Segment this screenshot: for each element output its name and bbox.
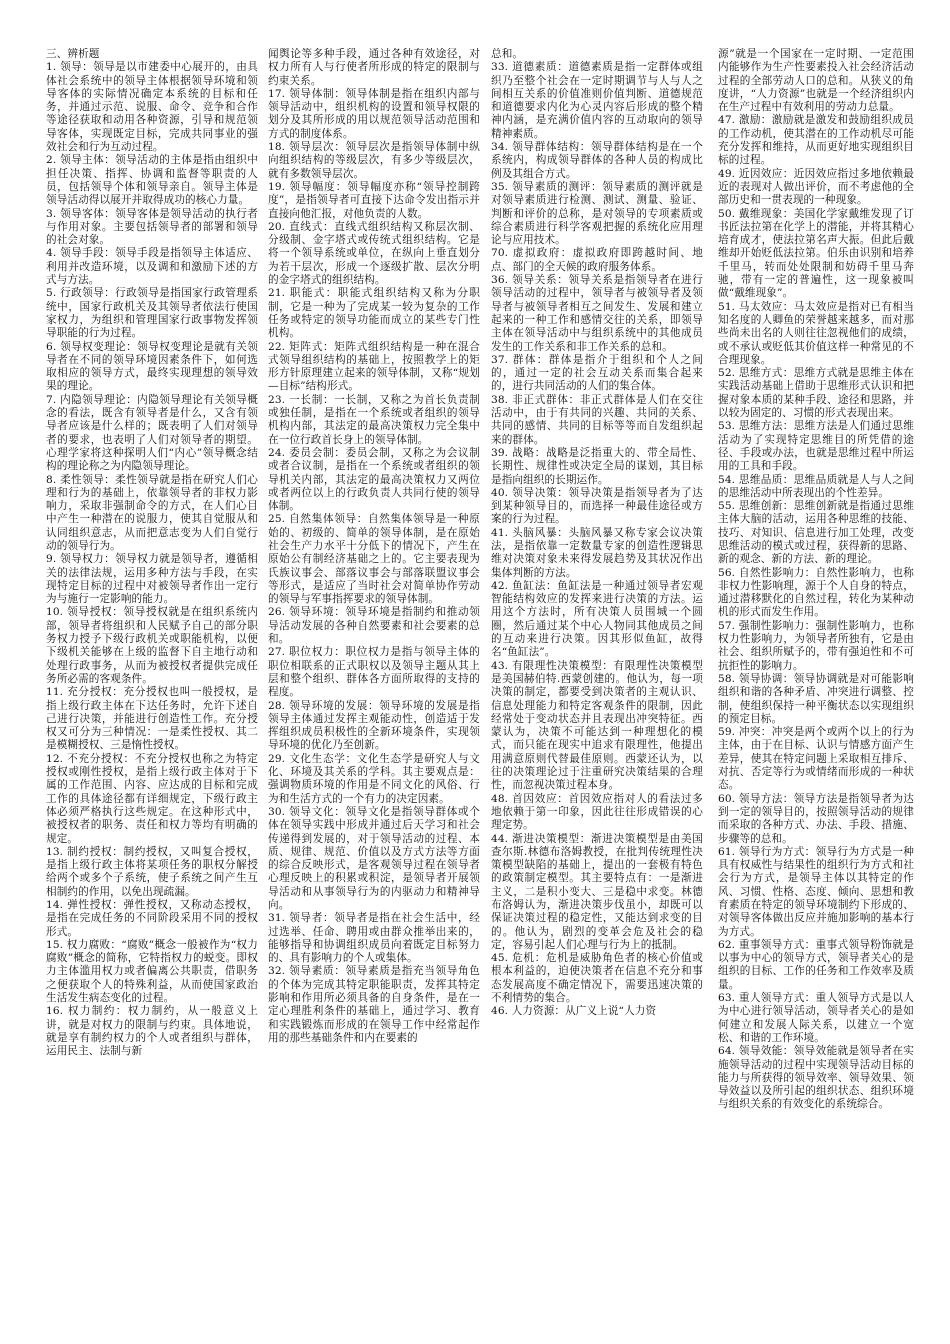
text-column-4 <box>718 48 914 1338</box>
term-entry: 26. 领导环境：领导环境是指制约和推动领导活动发展的各种自然要素和社会要素的总和。 <box>268 606 480 646</box>
term-entry: 63. 重人领导方式：重人领导方式是以人为中心进行领导活动，领导者关心的是如何建立和发展人际关系，以建立一个宽松、和谐的工作环境。 <box>718 992 914 1044</box>
term-entry: 43. 有限理性决策模型：有限理性决策模型是美国赫伯特.西蒙创建的。他认为，每一项决策的制定，都要受到决策者的主观认识、信息处理能力和特定客观条件的限制，因此经常处于变动状态并且表现出冲突特征。西蒙认为，决策不可能达到一种理想化的模式，而只能在现实中追求有限理性，他提出用满意原则代替最佳原则。西蒙还认为，以往的决策理论过于注重研究决策结果的合理性，而忽视决策过程本身。 <box>491 659 703 792</box>
term-entry: 源”就是一个国家在一定时期、一定范围内能够作为生产性要素投入社会经济活动过程的全部劳动人口的总和。从狭义的角度讲，“人力资源”也就是一个经济组织内在生产过程中有效利用的劳动力总量。 <box>718 48 914 114</box>
term-entry: 46. 人力资源：从广义上说“人力资 <box>491 1005 657 1018</box>
term-entry: 45. 危机：危机是威胁角色者的核心价值或根本利益的，迫使决策者在信息不充分和事态发展高度不确定情况下，需要迅速决策的不利情势的集合。 <box>491 952 703 1005</box>
term-entry: 9. 领导权力：领导权力就是领导者，遵循相关的法律法规，运用多种方法与手段，在实现特定目标的过程中对被领导者作出一定行为与施行一定影响的能力。 <box>46 553 258 606</box>
term-entry: 56. 自然性影响力：自然性影响力，也称非权力性影响理，源于个人自身的特点，通过潜移默化的自然过程，转化为某种动机的形式而发生作用。 <box>718 566 914 619</box>
text-column-1 <box>46 48 258 1338</box>
term-entry: 1. 领导：领导是以市建委中心展开的，由具体社会系统中的领导主体根据领导环境和领导客体的实际情况确定本系统的目标和任务，并通过示范、说服、命令、竞争和合作等途径获取和动用各种资源，引导和规范领导客体，实现既定目标，完成共同事业的强效社会和行为互动过程。 <box>46 61 258 154</box>
term-entry: 10. 领导授权：领导授权就是在组织系统内部，领导者将组织和人民赋予自己的部分职务权力授予下级行政机关或职能机构，以便下级机关能够在上级的监督下自主地行动和处理行政事务，从而为被授权者提供完成任务所必需的客观条件。 <box>46 606 258 685</box>
term-entry: 30. 领导文化：领导文化是指领导群体或个体在领导实践中形成并通过后天学习和社会传递得到发展的，对于领导活动的过程、本质、规律、规范、价值以及方式方法等方面的综合反映形式，是客观领导过程在领导者心理反映上的积累或积淀，是领导者开展领导活动和从事领导行为的内驱动力和精神导向。 <box>268 805 480 911</box>
term-entry: 5. 行政领导：行政领导是指国家行政管理系统中，国家行政机关及其领导者依法行使国家权力，为组织和管理国家行政事物发挥领导职能的行为过程。 <box>46 287 258 340</box>
term-entry: 70. 虚拟政府：虚拟政府即跨越时间、地点、部门的全天候的政府服务体系。 <box>491 247 703 273</box>
term-entry: 22. 矩阵式：矩阵式组织结构是一种在混合式领导组织结构的基础上，按照教学上的矩形方针原理建立起来的领导体制，又称“规划—目标”结构形式。 <box>268 340 480 393</box>
term-entry: 52. 思维方式：思维方式就是思维主体在实践活动基础上借助于思维形式认识和把握对象本质的某种手段、途径和思路，并以较为固定的、习惯的形式表现出来。 <box>718 367 914 420</box>
term-entry: 34. 领导群体结构：领导群体结构是在一个系统内，构成领导群体的各种人员的构成比例及其组合方式。 <box>491 141 703 180</box>
term-entry: 55. 思维创新：思维创新就是指通过思维主体大脑的活动，运用各种思维的技能、技巧、对知识、信息进行加工处理，改变思维活动的模式或过程，获得新的思路、新的观念、新的方法、新的理论。 <box>718 500 914 566</box>
term-entry: 17. 领导体制：领导体制是指在组织内部与领导活动中，组织机构的设置和领导权限的划分及其所形成的用以规范领导活动范围和方式的制度体系。 <box>268 87 480 140</box>
term-entry: 13. 制约授权：制约授权，又叫复合授权，是指上级行政主体将某项任务的职权分解授给两个或多个子系统，使子系统之间产生互相制约的作用，以免出现疏漏。 <box>46 845 258 898</box>
term-entry: 44. 渐进决策模型：渐进决策模型是由美国查尔斯.林德布洛姆教授，在批判传统理性决策模型缺陷的基础上，提出的一套极有特色的政策制定模型。其主要特点有：一是渐进主义，二是积小变大、三是稳中求变。林德布洛姆认为，渐进决策步伐虽小，却既可以保证决策过程的稳定性，又能达到求变的目的。他认为，剧烈的变革会危及社会的稳定，容易引起人们心理与行为上的抵制。 <box>491 832 703 951</box>
term-entry: 41. 头脑风暴：头脑风暴又称专家会议决策法，是指依靠一定数量专家的创造性逻辑思维对决策对象未来得发展趋势及其状况作出集体判断的方法。 <box>491 526 703 579</box>
term-entry: 7. 内隐领导理论：内隐领导理论有关领导概念的看法，既含有领导者是什么，又含有领导者应该是什么样的；既表明了人们对领导者的要求，也表明了人们对领导者的期望。心理学家将这种探明人们“内心”领导概念结构的理论称之为内隐领导理论。 <box>46 393 258 473</box>
term-entry: 6. 领导权变理论：领导权变理论是就有关领导者在不同的领导环境因素条件下，如何选取相应的领导方式，最终实现理想的领导效果的理论。 <box>46 340 258 393</box>
term-entry: 3. 领导客体：领导客体是领导活动的执行者与作用对象。主要包括领导者的部署和领导的社会对象。 <box>46 207 258 247</box>
term-entry: 40. 领导决策：领导决策是指领导者为了达到某种领导目的，而选择一种最佳途径或方案的行为过程。 <box>491 486 703 526</box>
term-entry: 4. 领导手段：领导手段是指领导主体适应、利用并改造环境，以及调和和激励下述的方式与方法。 <box>46 247 258 287</box>
term-entry: 51. 马太效应：马太效应是指对已有相当知名度的人卿鱼的荣誉越来越多，而对那些尚未出名的人则往往忽视他们的成绩，或不承认或贬低其价值这样一种常见的不合理现象。 <box>718 300 914 366</box>
term-entry: 50. 戴维现象：美国化学家戴维发现了订书匠法拉第在化学上的潜能，并将其精心培育成才，使法拉第名声大振。但此后戴维却开始贬低法拉第。伯乐由识别和培养千里马，转而处处限制和妨碍千里马奔驰，带有一定的普遍性，这一现象被叫做“戴维现象”。 <box>718 207 914 300</box>
term-entry: 48. 首因效应：首因效应指对人的看法过多地依赖于第一印象，因此往往形成错误的心理定势。 <box>491 792 703 832</box>
term-entry: 37. 群体：群体是指介于组织和个人之间的，通过一定的社会互动关系而集合起来的，进行共同活动的人们的集合体。 <box>491 353 703 393</box>
term-entry: 42. 鱼缸法：鱼缸法是一种通过领导者宏观智能结构效应的发挥来进行决策的方法。运用这个方法时，所有决策人员围城一个圆圈，然后通过某个中心人物同其他成员之间的互动来进行决策。因其形似鱼缸，故得名“鱼缸法”。 <box>491 579 703 659</box>
term-entry: 19. 领导幅度：领导幅度亦称“领导控制跨度”，是指领导者可直接下达命令发出指示并直接向他汇报，对他负责的人数。 <box>268 180 480 220</box>
text-column-3 <box>491 48 703 1338</box>
term-entry: 53. 思维方法：思维方法是人们通过思维活动为了实现特定思维目的所凭借的途径、手段或办法，也就是思维过程中所运用的工具和手段。 <box>718 420 914 473</box>
term-entry: 2. 领导主体：领导活动的主体是指由组织中担任决策、指挥、协调和监督等职责的人员，包括领导个体和领导亲自。领导主体是领导活动得以展开并取得成功的核心力量。 <box>46 154 258 207</box>
term-entry: 15. 权力腐败：“腐败”概念一般被作为“权力腐败”概念的简称，它特指权力的蜕变。即权力主体滥用权力或者偏离公共职责，借职务之便获取个人的特殊利益，从而使国家政治生活发生病态变化的过程。 <box>46 938 258 1005</box>
term-entry: 16. 权力制约：权力制约，从一般意义上讲，就是对权力的限制与约束。具体地说，就是享有制约权力的个人或者组织与群体，运用民主、法制与新 <box>46 1005 258 1058</box>
term-entry: 28. 领导环境的发展：领导环境的发展是指领导主体通过发挥主观能动性，创造适于发挥组织成员积极性的全新环境条件，实现领导环境的优化乃至创新。 <box>268 699 480 752</box>
term-entry: 33. 道德素质：道德素质是指一定群体或组织乃至整个社会在一定时期调节与人与人之间相互关系的价值准则价值判断、道德规范和道德要求内化为心灵内容后形成的整个精神内涵，是充满价值内容的互动取向的领导精神素质。 <box>491 61 703 140</box>
text-column-2 <box>268 48 480 1338</box>
term-entry: 39. 战略：战略是泛指重大的、带全局性、长期性、规律性或决定全局的谋划，其目标是指向组织的长期运作。 <box>491 446 703 486</box>
term-entry: 总和。 <box>491 48 524 60</box>
term-entry: 62. 重事领导方式：重事式领导粉饰就是以事为中心的领导方式，领导者关心的是组织的目标、工作的任务和工作效率及质量。 <box>718 938 914 991</box>
term-entry: 35. 领导素质的测评：领导素质的测评就是对领导素质进行检测、测试、测量、验证、判断和评价的总称，是对领导的专项素质或综合素质进行科学客观把握的系统化应用理论与应用技术。 <box>491 180 703 247</box>
term-entry: 59. 冲突：冲突是两个或两个以上的行为主体，由于在目标、认识与情感方面产生差异，使其在特定问题上采取相互排斥、对抗、否定等行为或情绪而形成的一种状态。 <box>718 726 914 792</box>
term-entry: 8. 柔性领导：柔性领导就是指在研究人们心理和行为的基础上，依靠领导者的非权力影响力，采取非强制命令的方式，在人们心目中产生一种潜在的说服力，使其自觉服从和认同组织意志，从而把意志变为人们自觉行动的领导行为。 <box>46 473 258 552</box>
term-entry: 61. 领导行为方式：领导行为方式是一种具有权威性与结果性的组织行为方式和社会行为方式，是领导主体以其特定的作风、习惯、性格、态度、倾向、思想和教育素质在特定的领导环境制约下形成的、对领导客体做出反应并施加影响的基本行为方式。 <box>718 845 914 938</box>
term-entry: 54. 思维品质：思维品质就是人与人之间的思维活动中所表现出的个性差异。 <box>718 473 914 499</box>
term-entry: 24. 委员会制：委员会制，又称之为会议制或者合议制，是指在一个系统或者组织的领导机关内部，其法定的最高决策权力又两位或者两位以上的行政负责人共同行使的领导体制。 <box>268 446 480 513</box>
term-entry: 57. 强制性影响力：强制性影响力，也称权力性影响力，为领导者所独有，它是由社会、组织所赋予的，带有强迫性和不可抗拒性的影响力。 <box>718 619 914 672</box>
term-entry: 20. 直线式：直线式组织结构又称层次制、分级制、金字塔式或传统式组织结构。它是将一个领导系统或单位，在纵向上垂直划分为若干层次，形成一个逐级扩散、层次分明的金字塔式的组织结构。 <box>268 220 480 287</box>
term-entry: 32. 领导素质：领导素质是指充当领导角色的个体为完成其特定职能职责，发挥其特定影响和作用所必须具备的自身条件，是在一定心理胜利条件的基础上，通过学习、教育和实践锻炼而形成的在领导工作中经常起作用的那些基础条件和内在要素的 <box>268 965 480 1044</box>
term-entry: 14. 弹性授权：弹性授权，又称动态授权，是指在完成任务的不同阶段采用不同的授权形式。 <box>46 899 258 938</box>
term-entry: 36. 领导关系：领导关系是指领导者在进行领导活动的过程中，领导者与被领导者及领导者与被领导者相互之间发生、发展和建立起来的一种工作和感情交往的关系，即领导主体在领导活动中与组织系统中的其他成员发生的工作关系和非工作关系的总和。 <box>491 274 703 353</box>
term-entry: 64. 领导效能：领导效能就是领导者在实施领导活动的过程中实现领导活动目标的能力与所获得的领导效率、领导效果、领导效益以及所引起的组织状态、组织环境与组织关系的有效变化的系统综合。 <box>718 1045 914 1111</box>
term-entry: 38. 非正式群体：非正式群体是人们在交往活动中，由于有共同的兴趣、共同的关系、共同的感情、共同的目标等等而自发组织起来的群体。 <box>491 393 703 446</box>
term-entry: 23. 一长制：一长制，又称之为首长负责制或独任制，是指在一个系统或者组织的领导机构内部，其法定的最高决策权力完全集中在一位行政首长身上的领导体制。 <box>268 393 480 446</box>
term-entry: 25. 自然集体领导：自然集体领导是一种原始的、初级的、简单的领导体制，是在原始社会生产力水平十分低下的情况下，产生在原始公有制经济基础之上的。它主要表现为氏族议事会、部落议事会与部落联盟议事会等形式，是适应了当时社会对简单协作劳动的领导与军事指挥要求的领导体制。 <box>268 513 480 606</box>
term-entry: 闻舆论等多种手段，通过各种有效途径，对权力所有人与行使者所形成的特定的限制与约束关系。 <box>268 48 480 87</box>
term-entry: 29. 文化生态学：文化生态学是研究人与文化、环境及其关系的学科。其主要观点是：强调物质环境的作用是不同文化的风俗、行为和生活方式的一个有力的决定因素。 <box>268 752 480 805</box>
term-entry: 49. 近因效应：近因效应指过多地依赖最近的表现对人做出评价，而不考虑他的全部历史和一贯表现的一种现象。 <box>718 167 914 207</box>
term-entry: 11. 充分授权：充分授权也叫一般授权，是指上级行政主体在下达任务时，允许下述自己进行决策，并能进行创造性工作。充分授权又可分为三种情况：一是柔性授权、其二是模糊授权、三是惰性授权。 <box>46 686 258 752</box>
term-entry: 12. 不充分授权：不充分授权也称之为特定授权或刚性授权，是指上级行政主体对于下属的工作范围、内容、应达成的目标和完成工作的具体途径都有详细规定，下级行政主体必须严格执行这些规定。在这种形式中，被授权者的职务、责任和权力等均有明确的规定。 <box>46 752 258 845</box>
term-entry: 47. 激励：激励就是激发和鼓励组织成员的工作动机，使其潜在的工作动机尽可能充分发挥和维持，从而更好地实现组织目标的过程。 <box>718 114 914 167</box>
term-entry: 27. 职位权力：职位权力是指与领导主体的职位相联系的正式职权以及领导主题从其上层和整个组织、群体各方面所取得的支持的程度。 <box>268 646 480 699</box>
term-entry: 58. 领导协调：领导协调就是对可能影响组织和谐的各种矛盾、冲突进行调整、控制，使组织保持一种平衡状态以实现组织的预定目标。 <box>718 672 914 725</box>
term-entry: 31. 领导者：领导者是指在社会生活中，经过选举、任命、聘用或由群众推举出来的，能够指导和协调组织成员向着既定目标努力的、具有影响力的个人或集体。 <box>268 912 480 965</box>
term-entry: 60. 领导方法：领导方法是指领导者为达到一定的领导目的，按照领导活动的规律而采取的各种方式、办法、手段、措施、步骤等的总和。 <box>718 792 914 845</box>
section-title: 三、辨析题 <box>46 48 100 60</box>
term-entry: 18. 领导层次：领导层次是指领导体制中纵向组织结构的等级层次，有多少等级层次，就有多数领导层次。 <box>268 141 480 180</box>
term-entry: 21. 职能式：职能式组织结构又称为分职制，它是一种为了完成某一较为复杂的工作任务或特定的领导功能而成立的某些专门性机构。 <box>268 287 480 340</box>
